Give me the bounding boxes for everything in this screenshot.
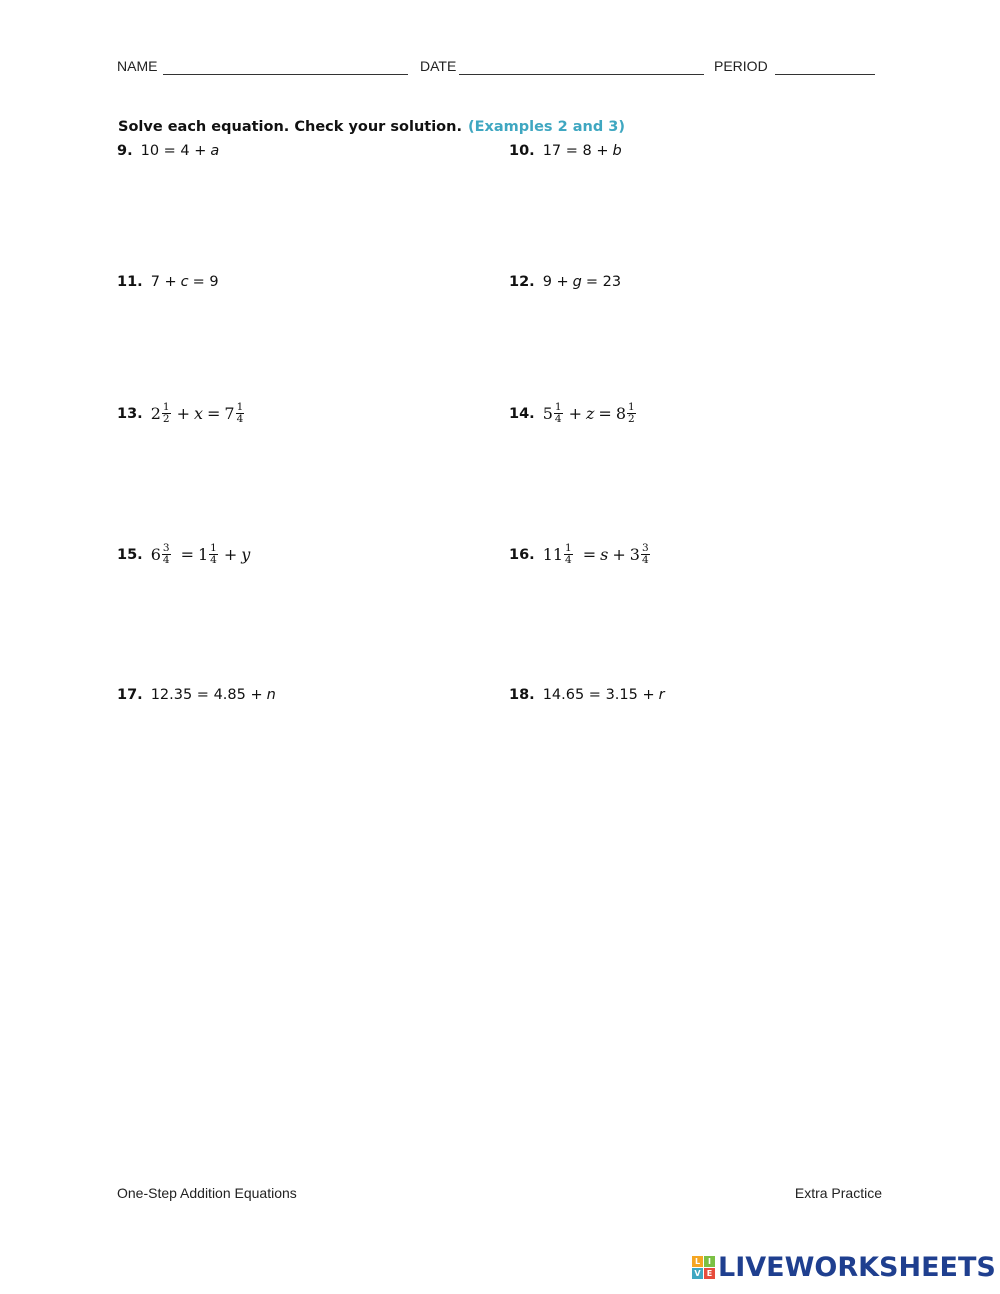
whole-number: 3: [629, 545, 640, 564]
denominator: 4: [641, 554, 649, 566]
logo-block: V: [692, 1268, 703, 1279]
problem-11: [117, 274, 219, 290]
fraction: [641, 543, 650, 566]
denominator: 4: [554, 413, 562, 425]
logo-block: L: [692, 1256, 703, 1267]
period-label: PERIOD: [714, 58, 768, 74]
variable: b: [612, 143, 622, 159]
equation-text: 14.65 = 3.15 +: [542, 687, 655, 703]
equation-text: 12.35 = 4.85 +: [150, 687, 263, 703]
whole-number: 5: [542, 404, 553, 423]
date-label: DATE: [420, 58, 457, 74]
problem-number: 18.: [509, 687, 535, 703]
fraction: [564, 543, 573, 566]
logo-block: E: [704, 1268, 715, 1279]
plus-sign: +: [612, 545, 626, 564]
denominator: 4: [162, 554, 170, 566]
variable: y: [241, 545, 251, 564]
equals-sign: =: [582, 545, 597, 564]
fraction: [236, 402, 245, 425]
numerator: 1: [162, 401, 170, 413]
problem-number: 16.: [509, 546, 535, 563]
equals-sign: =: [207, 404, 221, 423]
numerator: 3: [641, 542, 649, 554]
variable: n: [266, 687, 276, 703]
equation-text: 10 = 4 +: [140, 143, 207, 159]
instructions: [118, 119, 625, 135]
equation-math: [151, 543, 251, 566]
logo-block: I: [704, 1256, 715, 1267]
problem-15: [117, 543, 250, 566]
problem-number: 14.: [509, 405, 535, 422]
plus-sign: +: [176, 404, 190, 423]
problem-17: [117, 687, 276, 703]
plus-sign: +: [568, 404, 582, 423]
logo-icon: [692, 1256, 715, 1279]
problem-16: [509, 543, 652, 566]
problem-9: [117, 143, 219, 159]
whole-number: 7: [224, 404, 235, 423]
variable: g: [572, 274, 582, 290]
equation-pre: 9 +: [542, 274, 569, 290]
problem-number: 10.: [509, 143, 535, 159]
whole-number: 11: [542, 545, 564, 564]
liveworksheets-logo[interactable]: [692, 1252, 996, 1283]
problem-number: 12.: [509, 274, 535, 290]
variable: c: [180, 274, 189, 290]
name-blank[interactable]: [163, 74, 408, 75]
whole-number: 6: [150, 545, 161, 564]
variable: x: [193, 404, 203, 423]
equation-text: 17 = 8 +: [542, 143, 609, 159]
logo-text: LIVEWORKSHEETS: [718, 1252, 996, 1283]
denominator: 4: [210, 554, 217, 566]
numerator: 1: [565, 542, 572, 554]
fraction: [554, 402, 563, 425]
fraction: [162, 543, 171, 566]
variable: s: [600, 545, 609, 564]
name-label: NAME: [117, 58, 158, 74]
problem-number: 9.: [117, 143, 133, 159]
equation-math: [543, 543, 652, 566]
equation-pre: 7 +: [150, 274, 177, 290]
equation-math: [151, 402, 247, 425]
problem-number: 13.: [117, 405, 143, 422]
numerator: 1: [236, 401, 244, 413]
problem-number: 17.: [117, 687, 143, 703]
instructions-text: Solve each equation. Check your solution.: [118, 119, 462, 135]
equation-math: [543, 402, 638, 425]
problem-12: [509, 274, 621, 290]
problem-number: 15.: [117, 546, 143, 563]
footer-section: Extra Practice: [794, 1185, 882, 1201]
problem-14: [509, 402, 638, 425]
equals-sign: =: [180, 545, 194, 564]
period-blank[interactable]: [775, 74, 875, 75]
equation-post: = 23: [585, 274, 622, 290]
numerator: 1: [628, 401, 635, 413]
plus-sign: +: [223, 545, 238, 564]
equation-post: = 9: [192, 274, 219, 290]
problem-13: [117, 402, 246, 425]
footer-title: One-Step Addition Equations: [117, 1185, 297, 1201]
variable: a: [210, 143, 220, 159]
numerator: 3: [162, 542, 170, 554]
denominator: 2: [162, 413, 170, 425]
whole-number: 2: [150, 404, 161, 423]
numerator: 1: [210, 542, 217, 554]
fraction: [162, 402, 171, 425]
problem-10: [509, 143, 622, 159]
variable: z: [585, 404, 595, 423]
denominator: 4: [236, 413, 244, 425]
fraction: [627, 402, 636, 425]
variable: r: [658, 687, 665, 703]
date-blank[interactable]: [459, 74, 704, 75]
numerator: 1: [554, 401, 562, 413]
problem-18: [509, 687, 665, 703]
fraction: [209, 543, 218, 566]
denominator: 2: [628, 413, 635, 425]
examples-reference: (Examples 2 and 3): [467, 119, 625, 135]
equals-sign: =: [598, 404, 612, 423]
denominator: 4: [565, 554, 572, 566]
whole-number: 1: [197, 545, 209, 564]
whole-number: 8: [615, 404, 626, 423]
problem-number: 11.: [117, 274, 143, 290]
